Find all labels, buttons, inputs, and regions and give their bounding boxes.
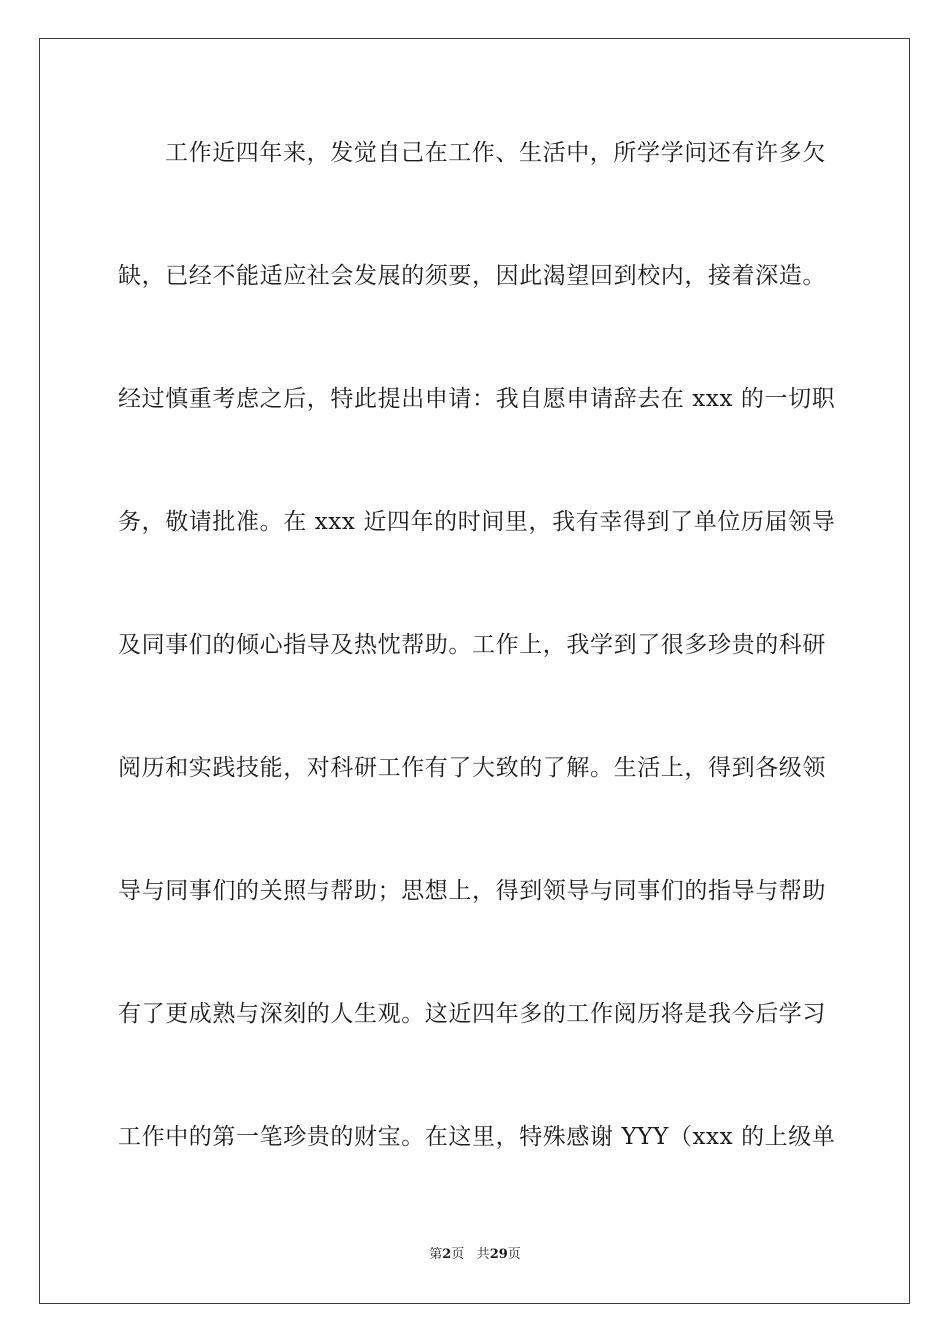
page-footer: [0, 1246, 950, 1264]
body-text-line: 经过慎重考虑之后，特此提出申请：我自愿申请辞去在 xxx 的一切职: [118, 386, 836, 412]
body-text-line: 有了更成熟与深刻的人生观。这近四年多的工作阅历将是我今后学习: [118, 1001, 826, 1027]
page-suffix: 页: [451, 1247, 465, 1262]
body-text-line: 务，敬请批准。在 xxx 近四年的时间里，我有幸得到了单位历届领导: [118, 509, 836, 535]
body-text-line: 导与同事们的关照与帮助；思想上，得到领导与同事们的指导与帮助: [118, 878, 826, 904]
total-suffix: 页: [507, 1247, 521, 1262]
total-prefix: 共: [476, 1247, 490, 1262]
body-text-line: 阅历和实践技能，对科研工作有了大致的了解。生活上，得到各级领: [118, 755, 826, 781]
page-border: [39, 38, 910, 1304]
body-text-line: 及同事们的倾心指导及热忱帮助。工作上，我学到了很多珍贵的科研: [118, 632, 826, 658]
total-pages: 29: [489, 1247, 508, 1262]
page-number: 2: [442, 1247, 452, 1262]
page-prefix: 第: [429, 1247, 443, 1262]
body-text-line: 工作近四年来，发觉自己在工作、生活中，所学学问还有许多欠: [165, 140, 826, 166]
body-text-line: 缺，已经不能适应社会发展的须要，因此渴望回到校内，接着深造。: [118, 263, 826, 289]
body-text-line: 工作中的第一笔珍贵的财宝。在这里，特殊感谢 YYY（xxx 的上级单: [118, 1124, 836, 1150]
